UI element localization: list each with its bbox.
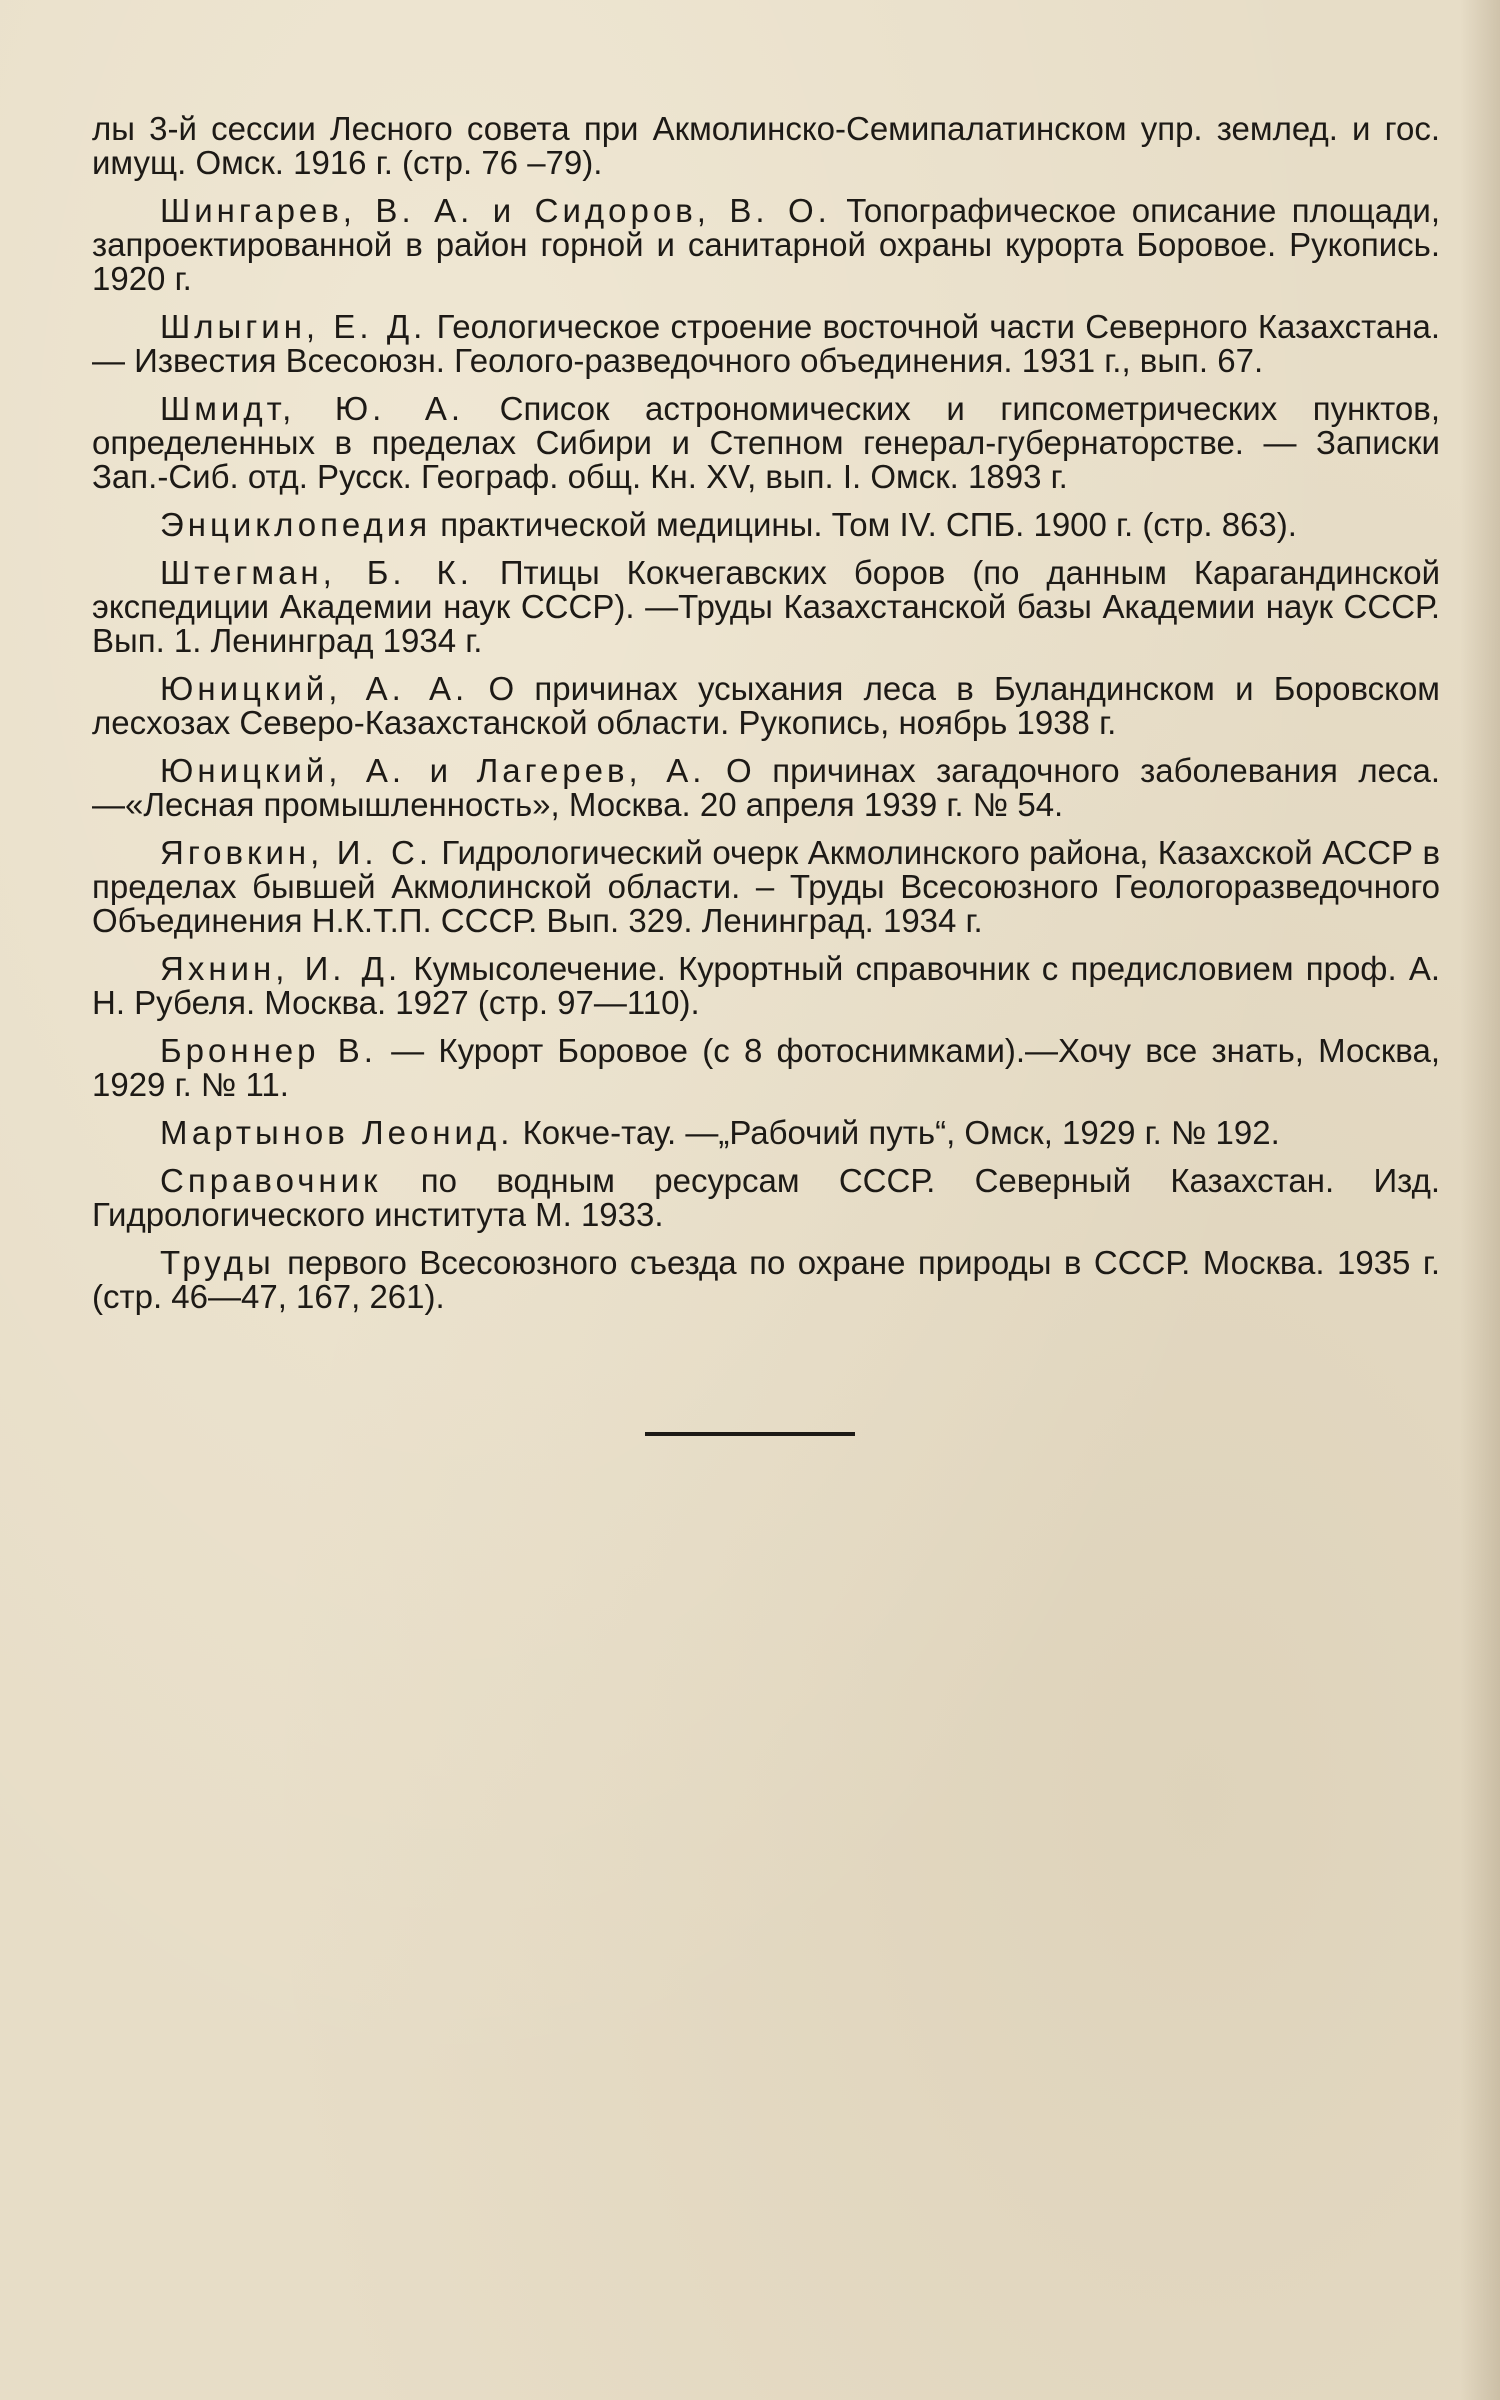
page-edge-shadow xyxy=(1460,0,1500,2400)
bibliography-list xyxy=(92,112,1440,1328)
entry-text: Кумысолечение. Курортный справочник с предисловием проф. А. Н. Рубеля. Москва. 1927 (стр. 97—110). xyxy=(92,950,1440,1021)
entry-author: Шмидт, Ю. А. xyxy=(160,390,465,427)
entry-author: Яхнин, И. Д. xyxy=(160,950,402,987)
bibliography-entry xyxy=(92,310,1440,378)
bibliography-entry xyxy=(92,508,1440,542)
entry-author: Энциклопедия xyxy=(160,506,432,543)
entry-text: Гидрологический очерк Акмолинского района, Казахской АССР в пределах бывшей Акмолинской области. – Труды Всесоюзного Геологоразведочного Объединения Н.К.Т.П. СССР. Вып. 329. Ленинград. 1934 г. xyxy=(92,834,1441,939)
entry-author: Штегман, Б. К. xyxy=(160,554,473,591)
bibliography-entry xyxy=(92,392,1440,494)
entry-text: Топографическое описание площади, запроектированной в район горной и санитарной охраны курорта Боровое. Рукопись. 1920 г. xyxy=(92,192,1441,297)
entry-text: Геологическое строение восточной части Северного Казахстана. — Известия Всесоюзн. Геолого-разведочного объединения. 1931 г., вып. 67. xyxy=(92,308,1440,379)
entry-text: первого Всесоюзного съезда по охране природы в СССР. Москва. 1935 г. (стр. 46—47, 167, 261). xyxy=(92,1244,1440,1315)
bibliography-entry xyxy=(92,672,1440,740)
entry-text: лы 3-й сессии Лесного совета при Акмолинско-Семипалатинском упр. землед. и гос. имущ. Омск. 1916 г. (стр. 76 –79). xyxy=(92,110,1440,181)
bibliography-entry xyxy=(92,952,1440,1020)
entry-text: Птицы Кокчегавских боров (по данным Карагандинской экспедиции Академии наук СССР). —Труды Казахстанской базы Академии наук СССР. Вып. 1. Ленинград 1934 г. xyxy=(92,554,1440,659)
entry-author: Броннер В. xyxy=(160,1032,377,1069)
entry-text: О причинах усыхания леса в Буландинском и Боровском лесхозах Северо-Казахстанской области. Рукопись, ноябрь 1938 г. xyxy=(92,670,1440,741)
entry-author: Труды xyxy=(160,1244,275,1281)
bibliography-entry xyxy=(92,1034,1440,1102)
bibliography-entry xyxy=(92,556,1440,658)
bibliography-entry xyxy=(92,1164,1440,1232)
bibliography-entry xyxy=(92,754,1440,822)
end-divider-rule xyxy=(645,1432,855,1436)
bibliography-entry xyxy=(92,1116,1440,1150)
entry-author: Мартынов Леонид. xyxy=(160,1114,514,1151)
entry-text: Кокче-тау. —„Рабочий путь“, Омск, 1929 г. № 192. xyxy=(513,1114,1280,1151)
entry-text: — Курорт Боровое (с 8 фотоснимками).—Хочу все знать, Москва, 1929 г. № 11. xyxy=(92,1032,1440,1103)
entry-author: Шингарев, В. А. и Сидоров, В. О. xyxy=(160,192,831,229)
entry-author: Шлыгин, Е. Д. xyxy=(160,308,427,345)
entry-author: Юницкий, А. А. xyxy=(160,670,469,707)
entry-author: Юницкий, А. и Лагерев, А. xyxy=(160,752,706,789)
bibliography-entry xyxy=(92,194,1440,296)
entry-author: Яговкин, И. С. xyxy=(160,834,433,871)
entry-text: по водным ресурсам СССР. Северный Казахстан. Изд. Гидрологического института М. 1933. xyxy=(92,1162,1440,1233)
entry-author: Справочник xyxy=(160,1162,382,1199)
entry-text: практической медицины. Том IV. СПБ. 1900 г. (стр. 863). xyxy=(431,506,1297,543)
bibliography-entry xyxy=(92,112,1440,180)
entry-text: Список астрономических и гипсометрических пунктов, определенных в пределах Сибири и Степном генерал-губернаторстве. — Записки Зап.-Сиб. отд. Русск. Географ. общ. Кн. XV, вып. I. Омск. 1893 г. xyxy=(92,390,1440,495)
bibliography-entry xyxy=(92,836,1440,938)
bibliography-entry xyxy=(92,1246,1440,1314)
entry-text: О причинах загадочного заболевания леса.—«Лесная промышленность», Москва. 20 апреля 1939 г. № 54. xyxy=(92,752,1440,823)
